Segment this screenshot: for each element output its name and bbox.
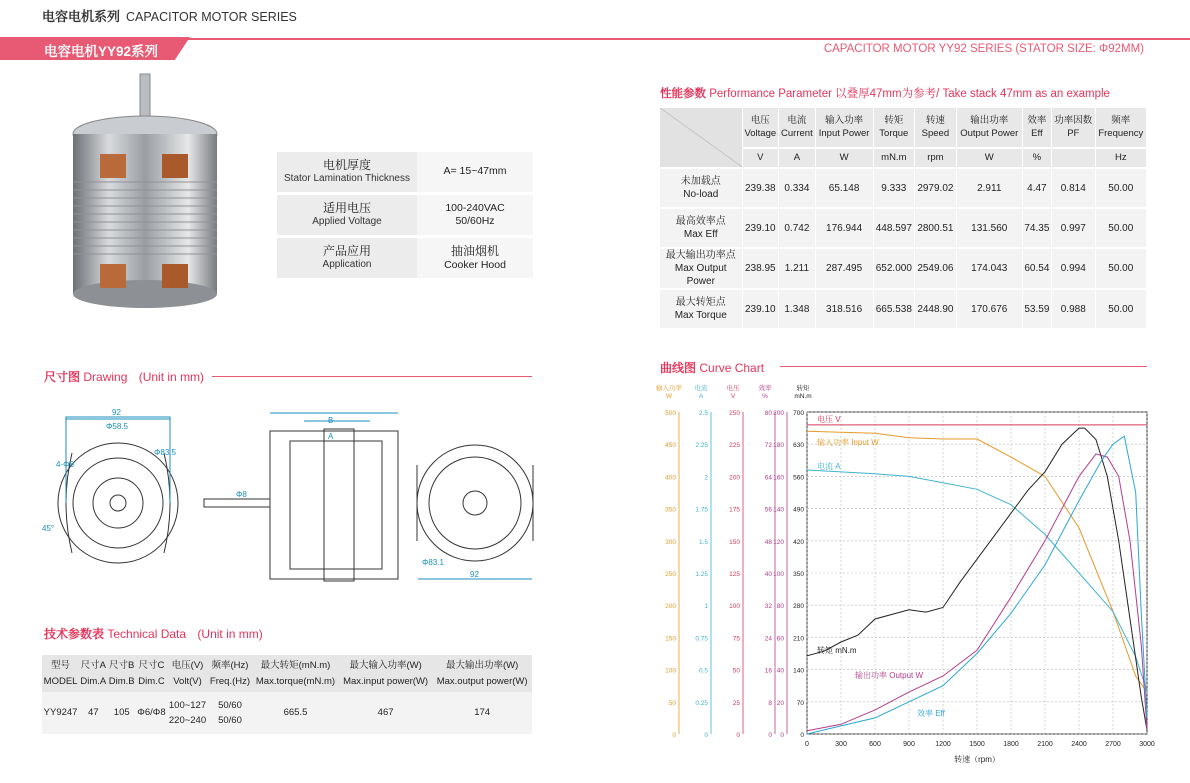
tech-torque: 665.5 bbox=[252, 692, 339, 734]
perf-row bbox=[660, 289, 1147, 329]
banner-subtitle: CAPACITOR MOTOR YY92 SERIES (STATOR SIZE: Φ92MM) bbox=[823, 43, 1144, 55]
y-tick-label: 50 bbox=[732, 667, 740, 675]
perf-title bbox=[660, 85, 1110, 101]
y-tick-label: 0 bbox=[736, 732, 740, 739]
spec-row bbox=[277, 195, 533, 235]
y-tick-label: 125 bbox=[729, 571, 740, 578]
x-axis-label: 转速（rpm） bbox=[954, 755, 1000, 764]
y-tick-label: 100 bbox=[729, 603, 740, 611]
y-tick-label: 40 bbox=[764, 571, 772, 578]
perf-cell: 2549.06 bbox=[915, 248, 957, 289]
y-tick-label: 24 bbox=[764, 635, 772, 643]
y-tick-label: 70 bbox=[796, 699, 804, 707]
perf-cell: 50.00 bbox=[1095, 208, 1146, 248]
perf-h-en: PF bbox=[1067, 127, 1080, 139]
y-tick-label: 450 bbox=[665, 442, 676, 450]
perf-cell: 50.00 bbox=[1095, 248, 1146, 289]
y-tick-label: 32 bbox=[764, 603, 772, 611]
y-tick-label: 80 bbox=[764, 410, 772, 417]
perf-cell: 176.944 bbox=[815, 208, 873, 248]
x-tick-label: 1200 bbox=[935, 741, 951, 748]
tech-input: 467 bbox=[339, 692, 432, 734]
perf-table bbox=[660, 108, 1147, 330]
y-axis-title: 电压 bbox=[726, 385, 740, 392]
tech-volt-1: 100~127 bbox=[168, 699, 207, 711]
spec-value: 抽油烟机 bbox=[450, 243, 499, 258]
y-tick-label: 72 bbox=[764, 442, 772, 450]
tech-h-en: Freq.(Hz) bbox=[209, 675, 251, 687]
perf-unit: W bbox=[956, 148, 1022, 168]
dim-b: B bbox=[328, 416, 334, 425]
y-tick-label: 175 bbox=[729, 506, 740, 514]
tech-h-en: Max.input power(W) bbox=[343, 675, 429, 687]
perf-row-cn: 最高效率点 bbox=[675, 216, 726, 227]
tech-h-en: Max.torque(mN.m) bbox=[255, 675, 336, 687]
perf-row-label bbox=[660, 168, 742, 208]
spec-row bbox=[277, 238, 533, 278]
y-axis-unit: % bbox=[762, 393, 768, 400]
x-tick-label: 2100 bbox=[1037, 741, 1053, 748]
series-label-torque: 转矩 mN.m bbox=[817, 646, 857, 655]
y-tick-label: 40 bbox=[776, 667, 784, 675]
x-tick-label: 900 bbox=[903, 741, 915, 748]
y-axis-title: 效率 bbox=[758, 385, 772, 392]
drawing-title bbox=[44, 368, 204, 385]
perf-h-en: Output Power bbox=[960, 127, 1019, 139]
perf-h-cn: 频率 bbox=[1111, 115, 1131, 127]
y-tick-label: 0 bbox=[672, 732, 676, 739]
perf-cell: 0.814 bbox=[1051, 168, 1095, 208]
y-tick-label: 250 bbox=[729, 410, 740, 417]
spec-label-en: Stator Lamination Thickness bbox=[284, 173, 410, 185]
dim-inner: Φ58.5 bbox=[106, 422, 128, 431]
perf-cell: 50.00 bbox=[1095, 168, 1146, 208]
perf-cell: 2.911 bbox=[956, 168, 1022, 208]
x-tick-label: 600 bbox=[869, 741, 881, 748]
perf-cell: 287.495 bbox=[815, 248, 873, 289]
tech-title bbox=[44, 625, 263, 642]
chart-title bbox=[660, 359, 764, 376]
x-tick-label: 300 bbox=[835, 741, 847, 748]
perf-cell: 0.742 bbox=[779, 208, 816, 248]
spec-value: 100-240VAC bbox=[445, 201, 505, 214]
y-tick-label: 210 bbox=[793, 635, 804, 643]
y-tick-label: 1.75 bbox=[695, 506, 708, 514]
y-tick-label: 1.5 bbox=[698, 538, 708, 546]
perf-cell: 131.560 bbox=[956, 208, 1022, 248]
y-tick-label: 100 bbox=[665, 667, 676, 675]
tech-h-cn: 尺寸B bbox=[109, 660, 135, 672]
y-tick-label: 2 bbox=[704, 474, 708, 482]
dim-end-w: 92 bbox=[470, 570, 479, 579]
tech-h-en: Max.output power(W) bbox=[436, 675, 528, 687]
perf-row bbox=[660, 248, 1147, 289]
spec-value-2: 50/60Hz bbox=[455, 215, 495, 227]
perf-row bbox=[660, 208, 1147, 248]
series-label-input: 输入功率 Input W bbox=[817, 438, 879, 447]
tech-h-en: Dim.B bbox=[108, 675, 135, 687]
perf-cell: 239.10 bbox=[742, 208, 779, 248]
spec-label-cn: 电机厚度 bbox=[322, 158, 371, 173]
perf-cell: 2800.51 bbox=[915, 208, 957, 248]
y-tick-label: 0.5 bbox=[698, 667, 708, 675]
perf-cell: 9.333 bbox=[873, 168, 915, 208]
dim-holes: 4-Φ6 bbox=[56, 460, 74, 469]
y-tick-label: 56 bbox=[764, 506, 772, 514]
series-label-current: 电流 A bbox=[817, 462, 841, 471]
y-tick-label: 150 bbox=[665, 635, 676, 643]
perf-h-cn: 转矩 bbox=[884, 115, 904, 127]
perf-cell: 170.676 bbox=[956, 289, 1022, 329]
perf-h-en: Frequency bbox=[1098, 127, 1144, 139]
x-tick-label: 3000 bbox=[1139, 741, 1155, 748]
y-axis-unit: V bbox=[730, 393, 736, 400]
perf-row-cn: 最大输出功率点 bbox=[665, 250, 736, 261]
y-tick-label: 50 bbox=[668, 699, 676, 707]
y-tick-label: 420 bbox=[793, 538, 804, 546]
y-tick-label: 200 bbox=[729, 474, 740, 482]
tech-h-cn: 频率(Hz) bbox=[211, 660, 249, 672]
perf-cell: 652.000 bbox=[873, 248, 915, 289]
tech-h-cn: 电压(V) bbox=[171, 660, 204, 672]
spec-row bbox=[277, 152, 533, 192]
series-label-voltage: 电压 V bbox=[817, 415, 841, 424]
y-tick-label: 1 bbox=[704, 603, 708, 611]
tech-title-en: Technical Data bbox=[107, 627, 187, 641]
tech-data-row bbox=[42, 692, 532, 734]
y-tick-label: 0.75 bbox=[695, 635, 708, 643]
perf-h-en: Input Power bbox=[818, 127, 870, 139]
y-tick-label: 280 bbox=[793, 603, 804, 611]
spec-label-cn: 适用电压 bbox=[322, 201, 371, 216]
perf-cell: 318.516 bbox=[815, 289, 873, 329]
tech-header-row bbox=[42, 655, 532, 692]
perf-unit bbox=[1051, 148, 1095, 168]
y-tick-label: 150 bbox=[729, 538, 740, 546]
perf-row-cn: 未加载点 bbox=[680, 176, 721, 187]
tech-h-cn: 尺寸C bbox=[138, 660, 165, 672]
perf-cell: 0.994 bbox=[1051, 248, 1095, 289]
perf-cell: 50.00 bbox=[1095, 289, 1146, 329]
tech-h-cn: 最大输入功率(W) bbox=[349, 660, 422, 672]
perf-h-cn: 电压 bbox=[750, 115, 770, 127]
chart-rule bbox=[780, 366, 1147, 367]
perf-h-en: Speed bbox=[921, 127, 950, 139]
series-label-eff: 效率 Eff bbox=[917, 709, 945, 718]
perf-row-label bbox=[660, 208, 742, 248]
perf-cell: 2448.90 bbox=[915, 289, 957, 329]
perf-unit: W bbox=[815, 148, 873, 168]
tech-b: 105 bbox=[108, 692, 136, 734]
drawing-rule bbox=[212, 376, 532, 377]
y-axis-unit: mN.m bbox=[794, 393, 812, 400]
perf-unit: V bbox=[742, 148, 779, 168]
perf-cell: 0.997 bbox=[1051, 208, 1095, 248]
y-tick-label: 400 bbox=[665, 474, 676, 482]
dim-outer: 92 bbox=[112, 408, 121, 417]
perf-cell: 74.35 bbox=[1022, 208, 1051, 248]
y-tick-label: 200 bbox=[665, 603, 676, 611]
y-tick-label: 75 bbox=[732, 635, 740, 643]
series-label-output: 输出功率 Output W bbox=[855, 671, 924, 680]
perf-unit: rpm bbox=[915, 148, 957, 168]
drawing-unit: (Unit in mm) bbox=[138, 370, 205, 384]
y-tick-label: 1.25 bbox=[695, 571, 708, 578]
perf-cell: 238.95 bbox=[742, 248, 779, 289]
perf-cell: 2979.02 bbox=[915, 168, 957, 208]
y-tick-label: 500 bbox=[665, 410, 676, 417]
y-tick-label: 16 bbox=[764, 667, 772, 675]
y-tick-label: 140 bbox=[793, 667, 804, 675]
y-tick-label: 48 bbox=[764, 538, 772, 546]
tech-freq-1: 50/60 bbox=[218, 699, 242, 711]
y-axis-unit: A bbox=[698, 393, 704, 400]
y-tick-label: 250 bbox=[665, 571, 676, 578]
y-tick-label: 300 bbox=[665, 538, 676, 546]
drawing-title-cn: 尺寸图 bbox=[44, 370, 81, 384]
y-tick-label: 350 bbox=[665, 506, 676, 514]
banner-title: 电容电机YY92系列 bbox=[44, 44, 159, 59]
perf-cell: 0.334 bbox=[779, 168, 816, 208]
perf-note: 以叠厚47mm为参考/ Take stack 47mm as an example bbox=[835, 88, 1110, 100]
tech-h-cn: 型号 bbox=[51, 660, 71, 672]
tech-model: YY9247 bbox=[42, 692, 79, 734]
y-axis-unit: W bbox=[665, 393, 673, 400]
tech-output: 174 bbox=[432, 692, 532, 734]
perf-cell: 53.59 bbox=[1022, 289, 1051, 329]
tech-volt-2: 220~240 bbox=[168, 715, 207, 726]
perf-title-en: Performance Parameter bbox=[709, 88, 832, 100]
perf-h-en: Torque bbox=[879, 127, 909, 139]
perf-unit: mN.m bbox=[873, 148, 915, 168]
spec-label-en: Applied Voltage bbox=[312, 216, 382, 228]
perf-h-en: Current bbox=[781, 127, 813, 139]
y-tick-label: 60 bbox=[776, 635, 784, 643]
perf-row bbox=[660, 168, 1147, 208]
spec-value-2: Cooker Hood bbox=[444, 258, 506, 271]
tech-h-cn: 最大转矩(mN.m) bbox=[260, 660, 331, 672]
perf-unit: A bbox=[779, 148, 816, 168]
perf-row-en: Max Torque bbox=[674, 310, 727, 321]
tech-c: Φ6/Φ8 bbox=[136, 692, 167, 734]
spec-label-en: Application bbox=[322, 259, 372, 271]
spec-label-cn: 产品应用 bbox=[322, 244, 371, 259]
y-tick-label: 0.25 bbox=[695, 699, 708, 707]
tech-a: 47 bbox=[79, 692, 107, 734]
y-tick-label: 350 bbox=[793, 571, 804, 578]
y-tick-label: 200 bbox=[773, 410, 784, 417]
perf-cell: 1.348 bbox=[779, 289, 816, 329]
perf-h-cn: 输出功率 bbox=[970, 115, 1009, 127]
perf-h-cn: 输入功率 bbox=[825, 115, 864, 127]
perf-row-cn: 最大转矩点 bbox=[675, 297, 726, 308]
spec-table bbox=[277, 149, 533, 281]
y-axis-title: 输入功率 bbox=[656, 385, 682, 392]
tech-freq-2: 50/60 bbox=[218, 715, 242, 726]
perf-h-cn: 功率因数 bbox=[1054, 115, 1093, 127]
tech-h-en: Dim.C bbox=[138, 675, 165, 687]
perf-h-en: Voltage bbox=[744, 127, 777, 139]
dim-end-dia: Φ83.1 bbox=[422, 558, 444, 567]
y-tick-label: 20 bbox=[776, 699, 784, 707]
perf-cell: 665.538 bbox=[873, 289, 915, 329]
perf-title-cn: 性能参数 bbox=[660, 88, 706, 100]
tech-h-cn: 最大输出功率(W) bbox=[445, 660, 519, 672]
x-tick-label: 2700 bbox=[1105, 741, 1121, 748]
y-tick-label: 64 bbox=[764, 474, 772, 482]
y-tick-label: 8 bbox=[768, 699, 772, 707]
perf-cell: 239.38 bbox=[742, 168, 779, 208]
perf-row-label bbox=[660, 248, 742, 289]
perf-h-cn: 电流 bbox=[787, 115, 807, 127]
y-tick-label: 0 bbox=[704, 732, 708, 739]
perf-h-cn: 转速 bbox=[925, 115, 945, 127]
x-tick-label: 0 bbox=[805, 741, 809, 748]
perf-cell: 239.10 bbox=[742, 289, 779, 329]
perf-unit: % bbox=[1022, 148, 1051, 168]
tech-h-en: Dim.A bbox=[80, 675, 107, 687]
y-tick-label: 0 bbox=[780, 732, 784, 739]
y-axis-title: 电流 bbox=[694, 385, 708, 392]
dim-pcd: Φ83.5 bbox=[154, 448, 176, 457]
dim-shaft: Φ8 bbox=[236, 490, 247, 499]
dim-angle: 45° bbox=[42, 524, 55, 533]
tech-table bbox=[42, 655, 532, 734]
y-tick-label: 0 bbox=[800, 732, 804, 739]
tech-unit: (Unit in mm) bbox=[197, 627, 263, 641]
perf-row-label bbox=[660, 289, 742, 329]
y-tick-label: 700 bbox=[793, 410, 804, 417]
page-header bbox=[42, 6, 297, 25]
perf-cell: 0.988 bbox=[1051, 289, 1095, 329]
y-tick-label: 490 bbox=[793, 506, 804, 514]
perf-corner bbox=[660, 108, 742, 168]
chart-title-cn: 曲线图 bbox=[660, 361, 697, 375]
header-en: CAPACITOR MOTOR SERIES bbox=[126, 10, 297, 24]
y-tick-label: 140 bbox=[773, 506, 784, 514]
y-tick-label: 100 bbox=[773, 571, 784, 578]
x-tick-label: 1800 bbox=[1003, 741, 1019, 748]
perf-cell: 174.043 bbox=[956, 248, 1022, 289]
perf-unit: Hz bbox=[1095, 148, 1146, 168]
y-tick-label: 2.5 bbox=[698, 410, 708, 417]
spec-value: A= 15~47mm bbox=[443, 165, 507, 178]
curve-chart bbox=[655, 378, 1155, 770]
x-tick-label: 2400 bbox=[1071, 741, 1087, 748]
y-tick-label: 0 bbox=[768, 732, 772, 739]
drawing-title-en: Drawing bbox=[83, 370, 128, 384]
x-tick-label: 1500 bbox=[969, 741, 985, 748]
perf-row-en: No-load bbox=[683, 189, 719, 200]
dimension-drawing bbox=[42, 405, 542, 595]
y-tick-label: 80 bbox=[776, 603, 784, 611]
motor-photo bbox=[62, 72, 232, 312]
dim-a: A bbox=[328, 432, 334, 441]
perf-row-en: Max Output Power bbox=[674, 263, 727, 287]
perf-cell: 65.148 bbox=[815, 168, 873, 208]
tech-h-en: MODEL bbox=[43, 675, 78, 687]
tech-title-cn: 技术参数表 bbox=[44, 627, 105, 641]
perf-cell: 448.597 bbox=[873, 208, 915, 248]
y-tick-label: 2.25 bbox=[695, 442, 708, 450]
tech-h-en: Volt(V) bbox=[173, 675, 202, 687]
y-tick-label: 560 bbox=[793, 474, 804, 482]
perf-header-row bbox=[660, 108, 1147, 148]
y-tick-label: 160 bbox=[773, 474, 784, 482]
y-tick-label: 630 bbox=[793, 442, 804, 450]
perf-cell: 4.47 bbox=[1022, 168, 1051, 208]
perf-h-en: Eff bbox=[1031, 127, 1043, 139]
y-tick-label: 225 bbox=[729, 442, 740, 450]
y-axis-title: 转矩 bbox=[796, 385, 810, 392]
chart-title-en: Curve Chart bbox=[699, 361, 765, 375]
y-tick-label: 120 bbox=[773, 538, 784, 546]
perf-h-cn: 效率 bbox=[1027, 115, 1047, 127]
perf-cell: 60.54 bbox=[1022, 248, 1051, 289]
y-tick-label: 180 bbox=[773, 442, 784, 450]
perf-cell: 1.211 bbox=[779, 248, 816, 289]
tech-h-cn: 尺寸A bbox=[80, 660, 106, 672]
y-tick-label: 25 bbox=[732, 699, 740, 707]
perf-row-en: Max Eff bbox=[683, 229, 718, 240]
header-cn: 电容电机系列 bbox=[42, 9, 121, 24]
